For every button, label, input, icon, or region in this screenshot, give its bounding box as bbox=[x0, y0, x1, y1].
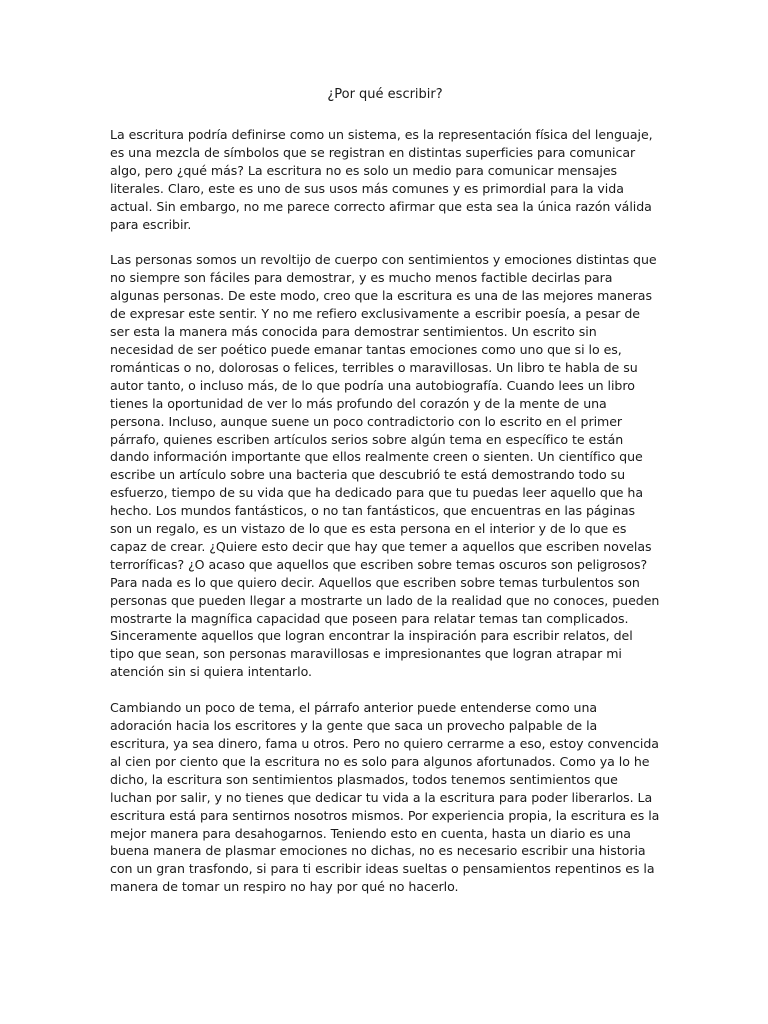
paragraph-1: La escritura podría definirse como un sistema, es la representación física del lenguaje, es una mezcla de símbolos que se registran en distintas superficies para comunicar algo, pero ¿qué más? La escritura no es solo un medio para comunicar mensajes literales. Claro, este es uno de sus usos más comunes y es primordial para la vida actual. Sin embargo, no me parece correcto afirmar que esta sea la única razón válida para escribir. bbox=[110, 127, 653, 232]
paragraph-3: Cambiando un poco de tema, el párrafo anterior puede entenderse como una adoración hacia los escritores y la gente que saca un provecho palpable de la escritura, ya sea dinero, fama u otros. Pero no quiero cerrarme a eso, estoy convencida al cien por ciento que la escritura no es solo para algunos afortunados. Como ya lo he dicho, la escritura son sentimientos plasmados, todos tenemos sentimientos que luchan por salir, y no tienes que dedicar tu vida a la escritura para poder liberarlos. La escritura está para sentirnos nosotros mismos. Por experiencia propia, la escritura es la mejor manera para desahogarnos. Teniendo esto en cuenta, hasta un diario es una buena manera de plasmar emociones no dichas, no es necesario escribir una historia con un gran trasfondo, si para ti escribir ideas sueltas o pensamientos repentinos es la manera de tomar un respiro no hay por qué no hacerlo. bbox=[110, 700, 660, 895]
paragraph-2: Las personas somos un revoltijo de cuerpo con sentimientos y emociones distintas que no siempre son fáciles para demostrar, y es mucho menos factible decirlas para algunas personas. De este modo, creo que la escritura es una de las mejores maneras de expresar este sentir. Y no me refiero exclusivamente a escribir poesía, a pesar de ser esta la manera más conocida para demostrar sentimientos. Un escrito sin necesidad de ser poético puede emanar tantas emociones como uno que si lo es, románticas o no, dolorosas o felices, terribles o maravillosas. Un libro te habla de su autor tanto, o incluso más, de lo que podría una autobiografía. Cuando lees un libro tienes la oportunidad de ver lo más profundo del corazón y de la mente de una persona. Incluso, aunque suene un poco contradictorio con lo escrito en el primer párrafo, quienes escriben artículos serios sobre algún tema en específico te están dando información importante que ellos realmente creen o sienten. Un científico que escribe un artículo sobre una bacteria que descubrió te está demostrando todo su esfuerzo, tiempo de su vida que ha dedicado para que tu puedas leer aquello que ha hecho. Los mundos fantásticos, o no tan fantásticos, que encuentras en las páginas son un regalo, es un vistazo de lo que es esta persona en el interior y de lo que es capaz de crear. ¿Quiere esto decir que hay que temer a aquellos que escriben novelas terroríficas? ¿O acaso que aquellos que escriben sobre temas oscuros son peligrosos? Para nada es lo que quiero decir. Aquellos que escriben sobre temas turbulentos son personas que pueden llegar a mostrarte un lado de la realidad que no conoces, pueden mostrarte la magnífica capacidad que poseen para relatar temas tan complicados. Sinceramente aquellos que logran encontrar la inspiración para escribir relatos, del tipo que sean, son personas maravillosas e impresionantes que logran atrapar mi atención sin si quiera intentarlo. bbox=[110, 252, 660, 680]
document-title: ¿Por qué escribir? bbox=[327, 87, 443, 102]
